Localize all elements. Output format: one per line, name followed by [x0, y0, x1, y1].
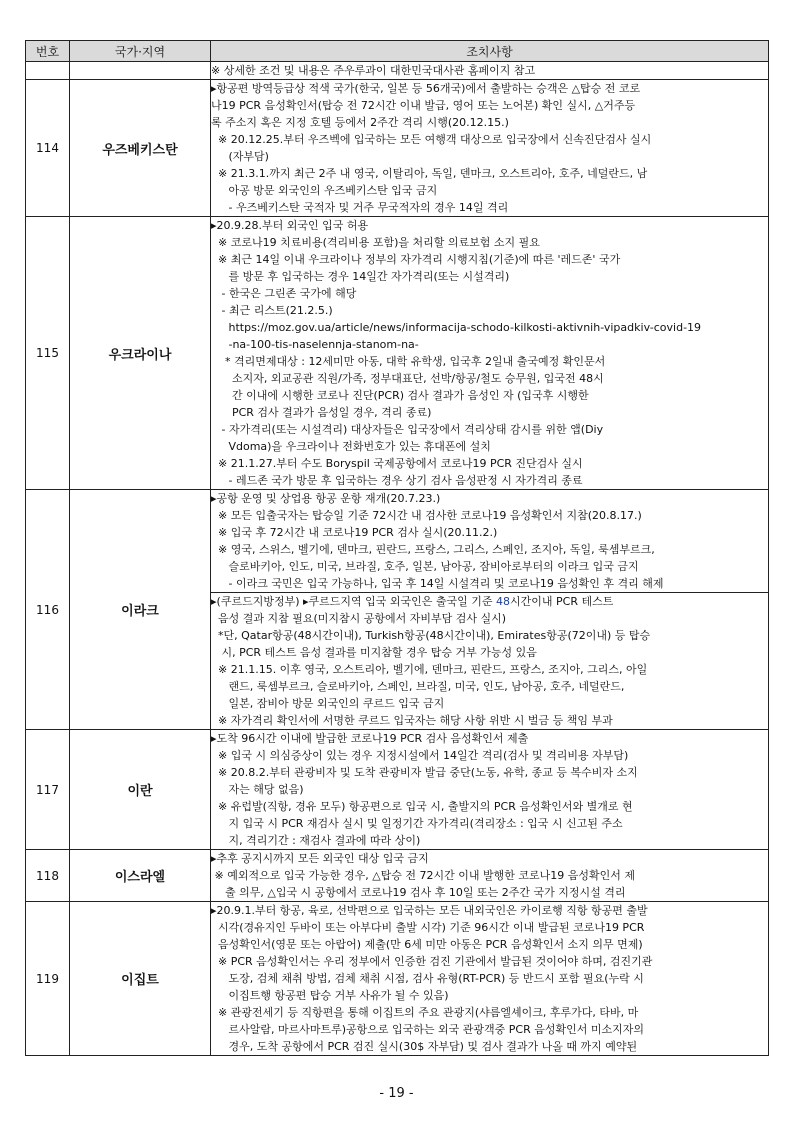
measure-line: ※ 모든 입출국자는 탑승일 기준 72시간 내 검사한 코로나19 음성확인서 지참(20.8.17.): [211, 509, 642, 522]
measure-line: ※ 코로나19 치료비용(격리비용 포함)을 처리할 의료보험 소지 필요: [211, 236, 540, 249]
kurdistan-measures-cell: [211, 593, 769, 730]
measure-line: - 자가격리(또는 시설격리) 대상자들은 입국장에서 격리상태 감시를 위한 앱(Diy: [211, 423, 604, 436]
country-name: 이란: [70, 730, 211, 850]
measure-line: PCR 검사 결과가 음성일 경우, 격리 종료): [211, 406, 432, 419]
measures-cell: [211, 730, 769, 850]
country-name: 이집트: [70, 902, 211, 1056]
measure-line: - 우즈베키스탄 국적자 및 거주 무국적자의 경우 14일 격리: [211, 201, 509, 214]
measure-line: ※ 입국 후 72시간 내 코로나19 PCR 검사 실시(20.11.2.): [211, 526, 498, 539]
line-text: ▸(쿠르드지방정부) ▸쿠르드지역 입국 외국인은 출국일 기준: [211, 595, 497, 608]
table-row: [26, 217, 769, 490]
page-number: - 19 -: [379, 1086, 414, 1101]
country-name: 우크라이나: [70, 217, 211, 490]
row-number: 115: [26, 217, 70, 490]
measure-line: Vdoma)을 우크라이나 전화번호가 있는 휴대폰에 설치: [211, 440, 491, 453]
header-country: 국가·지역: [70, 41, 211, 62]
table-row: [26, 490, 769, 593]
measures-cell: [211, 902, 769, 1056]
measure-line: ※ PCR 음성확인서는 우리 정부에서 인증한 검진 기관에서 발급된 것이어야 하며, 검진기관: [211, 955, 653, 968]
measure-line: - 한국은 그린존 국가에 해당: [211, 287, 357, 300]
measure-line: 르사알람, 마르사마트루)공항으로 입국하는 외국 관광객중 PCR 음성확인서 미소지자의: [211, 1023, 644, 1036]
table-row: [26, 850, 769, 902]
measure-line: 음성확인서(영문 또는 아랍어) 제출(만 6세 미만 아동은 PCR 음성확인서 소지 의무 면제): [211, 938, 643, 951]
continuation-row: [26, 62, 769, 80]
measure-line: ※ 자가격리 확인서에 서명한 쿠르드 입국자는 해당 사항 위반 시 벌금 등 책임 부과: [211, 714, 613, 727]
header-measures: 조치사항: [211, 41, 769, 62]
measure-line: ※ 영국, 스위스, 벨기에, 덴마크, 핀란드, 프랑스, 그리스, 스페인, 조지아, 독일, 룩셈부르크,: [211, 543, 655, 556]
measure-line: ※ 최근 14일 이내 우크라이나 정부의 자가격리 시행지침(기준)에 따른 '레드존' 국가: [211, 253, 621, 266]
measure-line: ※ 관광전세기 등 직항편을 통해 이집트의 주요 관광지(샤름엘셰이크, 후루가다, 타바, 마: [211, 1006, 639, 1019]
measure-line: ※ 21.3.1.까지 최근 2주 내 영국, 이탈리아, 독일, 덴마크, 오스트리아, 호주, 네덜란드, 남: [211, 167, 648, 180]
measure-line: ▸20.9.28.부터 외국인 입국 허용: [211, 219, 369, 232]
measure-line: 자는 해당 없음): [211, 783, 304, 796]
row-number: 116: [26, 490, 70, 730]
measure-line: ▸20.9.1.부터 항공, 육로, 선박편으로 입국하는 모든 내외국인은 카이로행 직항 항공편 출발: [211, 904, 648, 917]
measures-cell: [211, 80, 769, 217]
measures-cell: [211, 850, 769, 902]
measure-line: *단, Qatar항공(48시간이내), Turkish항공(48시간이내), Emirates항공(72이내) 등 탑승: [211, 629, 651, 642]
table-row: [26, 80, 769, 217]
measure-line: 이집트행 항공편 탑승 거부 사유가 될 수 있음): [211, 989, 449, 1002]
measure-line: 를 방문 후 입국하는 경우 14일간 자가격리(또는 시설격리): [211, 270, 510, 283]
measure-line: - 레드존 국가 방문 후 입국하는 경우 상기 검사 음성판정 시 자가격리 종료: [211, 474, 583, 487]
measure-line: - 이라크 국민은 입국 가능하나, 입국 후 14일 시설격리 및 코로나19 음성확인 후 격리 해제: [211, 577, 664, 590]
measure-line: ▸공항 운영 및 상업용 항공 운항 재개(20.7.23.): [211, 492, 441, 505]
measure-line: 경우, 도착 공항에서 PCR 검진 실시(30$ 자부담) 및 검사 결과가 나올 때 까지 예약된: [211, 1040, 638, 1053]
table-header-row: [26, 41, 769, 62]
table-row: [26, 902, 769, 1056]
measure-line: (자부담): [211, 150, 269, 163]
kurdistan-first-line: [211, 593, 768, 610]
country-name: 이라크: [70, 490, 211, 730]
measure-line: ▸추후 공지시까지 모든 외국인 대상 입국 금지: [211, 852, 429, 865]
measures-cell: [211, 490, 769, 593]
measure-line: https://moz.gov.ua/article/news/informacija-schodo-kilkosti-aktivnih-vipadkiv-covid-19: [211, 321, 702, 334]
measure-line: 일본, 잠비아 방문 외국인의 쿠르드 입국 금지: [211, 697, 445, 710]
continuation-note: ※ 상세한 조건 및 내용은 주우루과이 대한민국대사관 홈페이지 참고: [211, 62, 769, 80]
continuation-country: [70, 62, 211, 80]
country-name: 우즈베키스탄: [70, 80, 211, 217]
continuation-num: [26, 62, 70, 80]
line-text: 시간이내 PCR 테스트: [510, 595, 614, 608]
measure-line: ※ 입국 시 의심증상이 있는 경우 지정시설에서 14일간 격리(검사 및 격리비용 자부담): [211, 749, 629, 762]
measure-line: ※ 21.1.27.부터 수도 Boryspil 국제공항에서 코로나19 PCR 진단검사 실시: [211, 457, 583, 470]
measure-line: 랜드, 룩셈부르크, 슬로바키아, 스페인, 브라질, 미국, 인도, 남아공, 호주, 네덜란드,: [211, 680, 625, 693]
measure-line: 나19 PCR 음성확인서(탑승 전 72시간 이내 발급, 영어 또는 노어본) 확인 실시, △거주등: [211, 99, 636, 112]
measure-line: ※ 20.8.2.부터 관광비자 및 도착 관광비자 발급 중단(노동, 유학, 종교 등 복수비자 소지: [211, 766, 638, 779]
measures-cell: [211, 217, 769, 490]
measure-line: ▸항공편 방역등급상 적색 국가(한국, 일본 등 56개국)에서 출발하는 승객은 △탑승 전 코로: [211, 82, 641, 95]
highlighted-hours: 48: [496, 595, 511, 608]
measure-line: 지, 격리기간 : 재검사 결과에 따라 상이): [211, 834, 421, 847]
measure-line: - 최근 리스트(21.2.5.): [211, 304, 333, 317]
country-name: 이스라엘: [70, 850, 211, 902]
row-number: 118: [26, 850, 70, 902]
measure-line: ※ 21.1.15. 이후 영국, 오스트리아, 벨기에, 덴마크, 핀란드, 프랑스, 조지아, 그리스, 아일: [211, 663, 648, 676]
measure-line: ▸도착 96시간 이내에 발급한 코로나19 PCR 검사 음성확인서 제출: [211, 732, 529, 745]
row-number: 119: [26, 902, 70, 1056]
measures-table: [25, 40, 769, 1056]
measure-line: 시, PCR 테스트 음성 결과를 미지참할 경우 탑승 거부 가능성 있음: [211, 646, 537, 659]
measure-line: 록 주소지 혹은 지정 호텔 등에서 2주간 격리 시행(20.12.15.): [211, 116, 509, 129]
measure-line: ※ 20.12.25.부터 우즈벡에 입국하는 모든 여행객 대상으로 입국장에서 신속진단검사 실시: [211, 133, 652, 146]
measure-line: ※ 유럽발(직항, 경유 모두) 항공편으로 입국 시, 출발지의 PCR 음성확인서와 별개로 현: [211, 800, 633, 813]
table-row: [26, 730, 769, 850]
measure-line: 아공 방문 외국인의 우즈베키스탄 입국 금지: [211, 184, 438, 197]
measure-line: * 격리면제대상 : 12세미만 아동, 대학 유학생, 입국후 2일내 출국예정 확인문서: [211, 355, 606, 368]
measure-line: 도장, 검체 채취 방법, 검체 채취 시점, 검사 유형(RT-PCR) 등 반드시 포함 필요(누락 시: [211, 972, 644, 985]
row-number: 117: [26, 730, 70, 850]
measure-line: 간 이내에 시행한 코로나 진단(PCR) 검사 결과가 음성인 자 (입국후 시행한: [211, 389, 589, 402]
measure-line: 지 입국 시 PCR 재검사 실시 및 일정기간 자가격리(격리장소 : 입국 시 신고된 주소: [211, 817, 623, 830]
measure-line: ※ 예외적으로 입국 가능한 경우, △탑승 전 72시간 이내 발행한 코로나19 음성확인서 제: [211, 869, 636, 882]
measure-line: 시각(경유지인 두바이 또는 아부다비 출발 시각) 기준 96시간 이내 발급된 코로나19 PCR: [211, 921, 645, 934]
measure-line: 소지자, 외교공관 직원/가족, 정부대표단, 선박/항공/철도 승무원, 입국전 48시: [211, 372, 604, 385]
measure-line: -na-100-tis-naselennja-stanom-na-: [211, 338, 419, 351]
measure-line: 슬로바키아, 인도, 미국, 브라질, 호주, 일본, 남아공, 잠비아로부터의 이라크 입국 금지: [211, 560, 639, 573]
measure-line: 음성 결과 지참 필요(미지참시 공항에서 자비부담 검사 실시): [211, 612, 507, 625]
measure-line: 출 의무, △입국 시 공항에서 코로나19 검사 후 10일 또는 2주간 국가 지정시설 격리: [211, 886, 626, 899]
header-num: 번호: [26, 41, 70, 62]
row-number: 114: [26, 80, 70, 217]
